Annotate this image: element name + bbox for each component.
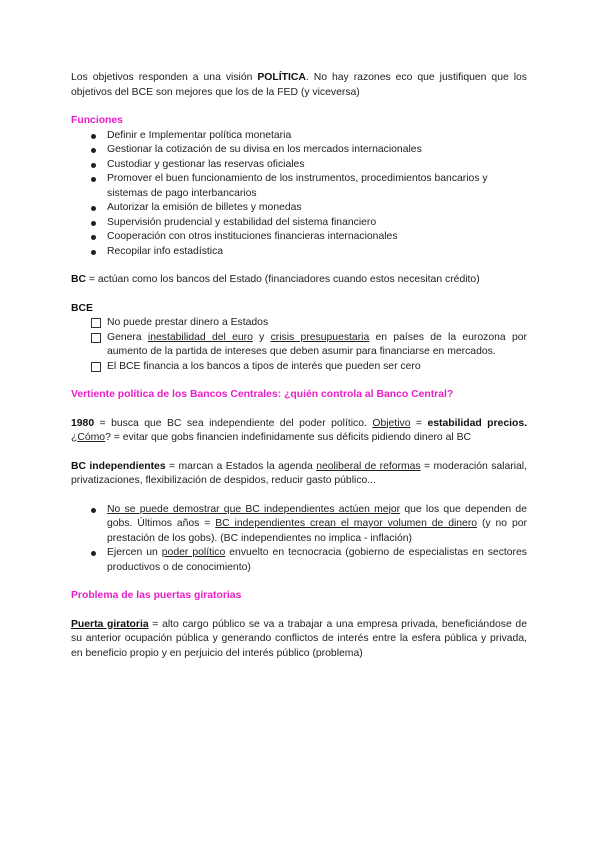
list-item: No se puede demostrar que BC independientes actúen mejor que los que dependen de gobs. Últimos años = BC independientes crean el mayor volumen de dinero (y no por prestación de los gobs). (BC independientes no implica - inflación) — [71, 503, 527, 547]
list-item: Autorizar la emisión de billetes y monedas — [71, 201, 527, 216]
bullet-icon — [91, 235, 96, 240]
list-item: Custodiar y gestionar las reservas oficiales — [71, 158, 527, 173]
document-page — [71, 71, 527, 661]
list-item: Cooperación con otros instituciones financieras internacionales — [71, 230, 527, 245]
list-item: Promover el buen funcionamiento de los instrumentos, procedimientos bancarios y sistemas de pago interbancarios — [71, 172, 527, 201]
bullet-icon — [91, 163, 96, 168]
checklist-item[interactable]: El BCE financia a los bancos a tipos de interés que pueden ser cero — [71, 360, 527, 375]
bullet-icon — [91, 551, 96, 556]
bce-checklist — [71, 316, 527, 374]
bullet-icon — [91, 206, 96, 211]
intro-paragraph: Los objetivos responden a una visión POLÍTICA. No hay razones eco que justifiquen que los objetivos del BCE son mejores que los de la FED (y viceversa) — [71, 72, 528, 98]
puertas-heading: Problema de las puertas giratorias — [71, 590, 242, 601]
list-item: Supervisión prudencial y estabilidad del sistema financiero — [71, 216, 527, 231]
bullet-icon — [91, 148, 96, 153]
funciones-heading: Funciones — [71, 115, 123, 126]
checkbox-icon[interactable] — [91, 362, 101, 372]
checkbox-icon[interactable] — [91, 333, 101, 343]
checkbox-icon[interactable] — [91, 318, 101, 328]
checklist-item[interactable]: No puede prestar dinero a Estados — [71, 316, 527, 331]
independientes-list — [71, 503, 527, 576]
list-item: Recopilar info estadística — [71, 245, 527, 260]
bullet-icon — [91, 177, 96, 182]
bullet-icon — [91, 250, 96, 255]
funciones-list — [71, 129, 527, 260]
bullet-icon — [91, 134, 96, 139]
bce-heading: BCE — [71, 302, 93, 314]
list-item: Definir e Implementar política monetaria — [71, 129, 527, 144]
bc-independientes-paragraph: BC independientes = marcan a Estados la agenda neoliberal de reformas = moderación salarial, privatizaciones, flexibilización de despidos, reducir gasto público... — [71, 460, 528, 486]
bullet-icon — [91, 508, 96, 513]
checklist-item[interactable]: Genera inestabilidad del euro y crisis presupuestaria en países de la eurozona por aumento de la partida de intereses que deben asumir para financiarse en mercados. — [71, 331, 527, 360]
list-item: Gestionar la cotización de su divisa en los mercados internacionales — [71, 143, 527, 158]
bullet-icon — [91, 221, 96, 226]
list-item: Ejercen un poder político envuelto en tecnocracia (gobierno de especialistas en sectores productivos o de conocimiento) — [71, 546, 527, 575]
vertiente-heading: Vertiente política de los Bancos Centrales: ¿quién controla al Banco Central? — [71, 389, 454, 400]
bc-definition: BC = actúan como los bancos del Estado (financiadores cuando estos necesitan crédito) — [71, 274, 480, 285]
paragraph-1980: 1980 = busca que BC sea independiente del poder político. Objetivo = estabilidad precios. ¿Cómo? = evitar que gobs financien indefinidamente sus déficits pidiendo dinero al BC — [71, 417, 527, 443]
puerta-giratoria-paragraph: Puerta giratoria = alto cargo público se va a trabajar a una empresa privada, beneficiándose de su anterior ocupación pública y generando conflictos de interés entre la esfera pública y privada, en beneficio propio y en perjuicio del interés público (problema) — [71, 618, 527, 659]
